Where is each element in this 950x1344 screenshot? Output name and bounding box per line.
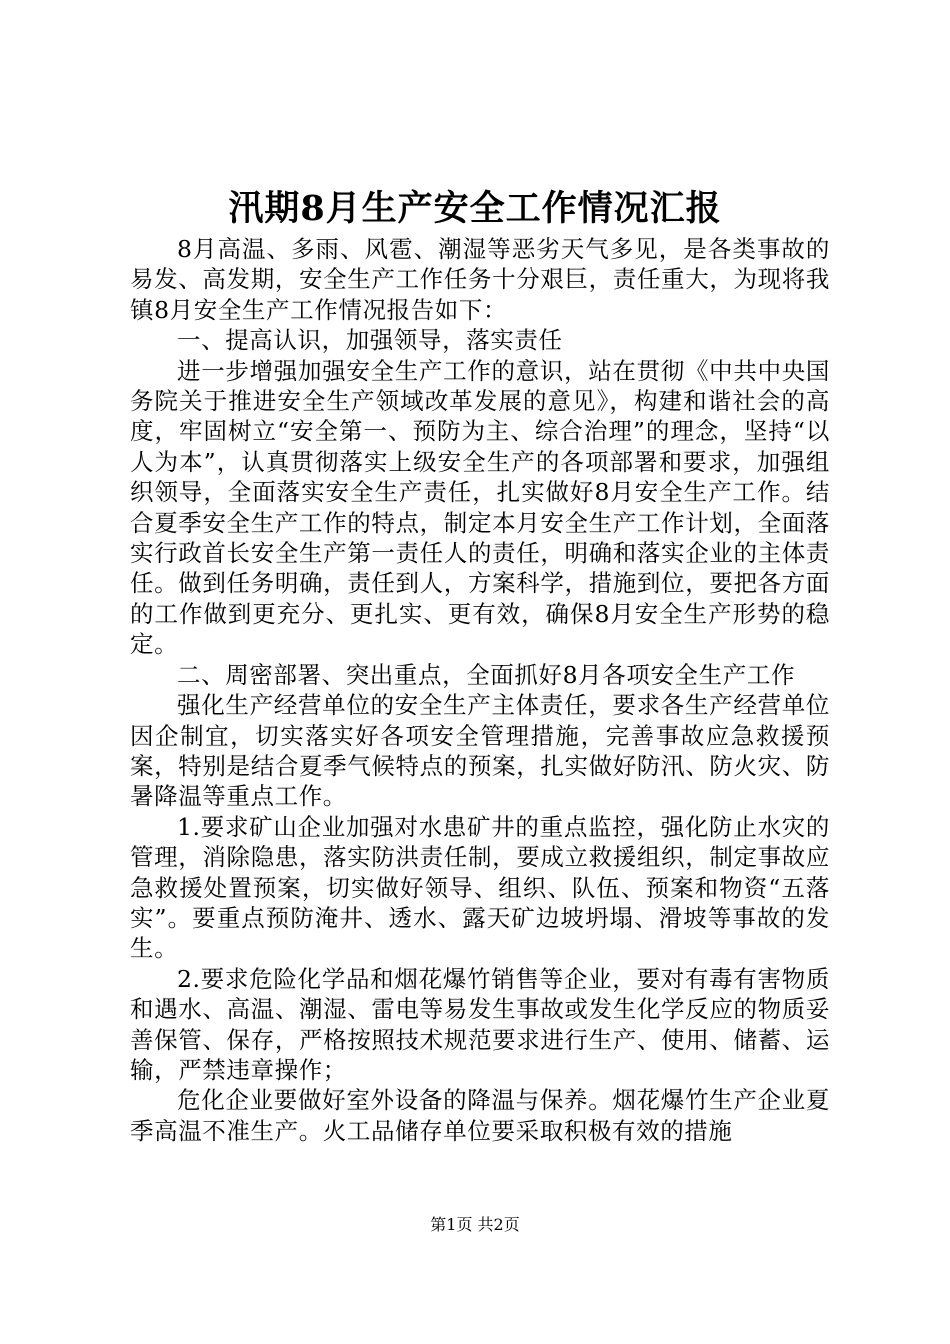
list-item-2: 2.要求危险化学品和烟花爆竹销售等企业，要对有毒有害物质和遇水、高温、潮湿、雷电等易发生事故或发生化学反应的物质妥善保管、保存，严格按照技术规范要求进行生产、使用、储蓄、运输，严禁违章操作； [130,964,830,1084]
document-title: 汛期8月生产安全工作情况汇报 [228,188,722,229]
page-number-footer: 第1页 共2页 [430,1215,520,1234]
intro-paragraph: 8月高温、多雨、风雹、潮湿等恶劣天气多见，是各类事故的易发、高发期，安全生产工作任务十分艰巨，责任重大，为现将我镇8月安全生产工作情况报告如下： [130,235,830,324]
section-heading-1: 一、提高认识，加强领导，落实责任 [177,326,563,355]
body-paragraph: 进一步增强加强安全生产工作的意识，站在贯彻《中共中央国务院关于推进安全生产领域改革发展的意见》，构建和谐社会的高度，牢固树立“安全第一、预防为主、综合治理”的理念，坚持“以人为本”，认真贯彻落实上级安全生产的各项部署和要求，加强组织领导，全面落实安全生产责任，扎实做好8月安全生产工作。结合夏季安全生产工作的特点，制定本月安全生产工作计划，全面落实行政首长安全生产第一责任人的责任，明确和落实企业的主体责任。做到任务明确，责任到人，方案科学，措施到位，要把各方面的工作做到更充分、更扎实、更有效，确保8月安全生产形势的稳定。 [130,356,830,659]
list-item-1: 1.要求矿山企业加强对水患矿井的重点监控，强化防止水灾的管理，消除隐患，落实防洪责任制，要成立救援组织，制定事故应急救援处置预案，切实做好领导、组织、队伍、预案和物资“五落实”。要重点预防淹井、透水、露天矿边坡坍塌、滑坡等事故的发生。 [130,812,830,963]
body-paragraph: 危化企业要做好室外设备的降温与保养。烟花爆竹生产企业夏季高温不准生产。火工品储存单位要采取积极有效的措施 [130,1086,830,1145]
document-body [130,234,830,1146]
section-heading-2: 二、周密部署、突出重点，全面抓好8月各项安全生产工作 [177,660,796,689]
body-paragraph: 强化生产经营单位的安全生产主体责任，要求各生产经营单位因企制宜，切实落实好各项安全管理措施，完善事故应急救援预案，特别是结合夏季气候特点的预案，扎实做好防汛、防火灾、防暑降温等重点工作。 [130,691,830,811]
